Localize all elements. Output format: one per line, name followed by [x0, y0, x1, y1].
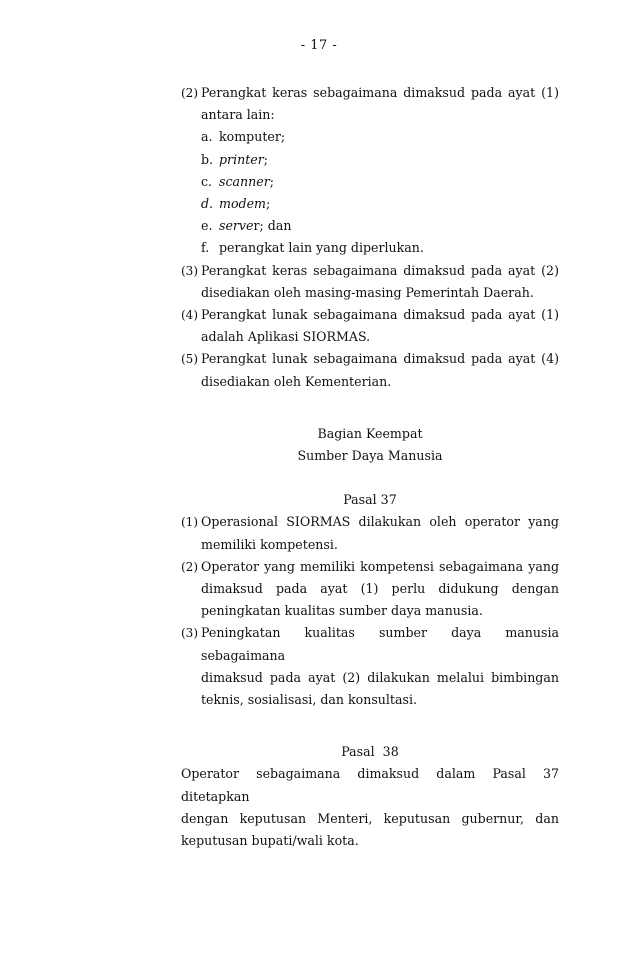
article-heading-37: Pasal 37 [343, 492, 397, 508]
article-37-item-3 [181, 622, 559, 711]
paragraph-line: dengan keputusan Menteri, keputusan gubernur, dan [181, 810, 559, 826]
list-item [181, 237, 559, 259]
list-text-italic: serve [219, 218, 254, 234]
item-text-line: Operasional SIORMAS dilakukan oleh operator yang [201, 514, 559, 530]
list-text-suffix: ; [269, 173, 274, 189]
list-letter: e. [201, 218, 213, 234]
list-item [181, 215, 559, 237]
item-text-line: Perangkat lunak sebagaimana dimaksud pada ayat (4) [201, 351, 559, 367]
article-37-item-1 [181, 511, 559, 555]
item-text-line: Perangkat lunak sebagaimana dimaksud pada ayat (1) [201, 307, 559, 323]
section-subheading: Sumber Daya Manusia [297, 448, 443, 464]
list-text-suffix: r; dan [253, 218, 292, 234]
paragraph-item-5 [181, 348, 559, 392]
list-item [181, 149, 559, 171]
list-item [181, 171, 559, 193]
item-number: (3) [181, 626, 198, 641]
document-body [181, 82, 559, 852]
list-text: perangkat lain yang diperlukan. [219, 240, 424, 256]
list-letter: c. [201, 173, 213, 189]
list-letter: a. [201, 129, 213, 145]
paragraph-line: keputusan bupati/wali kota. [181, 833, 359, 849]
list-item [181, 193, 559, 215]
item-number: (5) [181, 352, 198, 367]
page-number: - 17 - [300, 38, 338, 53]
item-text-line: peningkatan kualitas sumber daya manusia. [201, 603, 483, 619]
list-text-suffix: ; [263, 151, 269, 167]
item-text-line: disediakan oleh masing-masing Pemerintah Daerah. [201, 284, 534, 300]
list-item [181, 126, 559, 148]
list-text-suffix: ; [265, 196, 271, 212]
item-text-line: antara lain: [201, 107, 275, 123]
list-letter: f. [201, 240, 210, 256]
paragraph-item-3 [181, 260, 559, 304]
item-number: (4) [181, 308, 198, 323]
item-text-line: Peningkatan kualitas sumber daya manusia sebagaimana [201, 625, 559, 663]
item-text-line: disediakan oleh Kementerian. [201, 373, 392, 389]
item-text-line: Perangkat keras sebagaimana dimaksud pada ayat (1) [201, 85, 559, 100]
item-text-line: Perangkat keras sebagaimana dimaksud pada ayat (2) [201, 262, 559, 278]
item-number: (1) [181, 515, 198, 530]
item-text-line: dimaksud pada ayat (1) perlu didukung dengan [201, 581, 559, 597]
list-text-italic: printer [219, 151, 264, 167]
section-heading: Bagian Keempat [317, 425, 423, 441]
paragraph-item-4 [181, 304, 559, 348]
item-number: (2) [181, 86, 198, 100]
item-text-line: teknis, sosialisasi, dan konsultasi. [201, 692, 417, 708]
item-text-line: memiliki kompetensi. [201, 536, 338, 552]
article-38-paragraph [181, 763, 559, 852]
paragraph-line: Operator sebagaimana dimaksud dalam Pasal 37 ditetapkan [181, 766, 559, 804]
list-letter: d. [201, 196, 214, 212]
article-37-item-2 [181, 556, 559, 623]
article-heading-38: Pasal 38 [341, 744, 399, 760]
item-text-line: Operator yang memiliki kompetensi sebagaimana yang [201, 558, 559, 574]
paragraph-item-2 [181, 82, 559, 126]
item-number: (2) [181, 559, 198, 574]
list-letter: b. [201, 151, 214, 167]
item-number: (3) [181, 263, 198, 278]
list-text-italic: scanner [219, 173, 270, 189]
list-text-italic: modem [219, 196, 266, 212]
item-text-line: dimaksud pada ayat (2) dilakukan melalui bimbingan [201, 669, 559, 685]
list-text: komputer; [219, 129, 286, 145]
item-text-line: adalah Aplikasi SIORMAS. [201, 329, 371, 345]
